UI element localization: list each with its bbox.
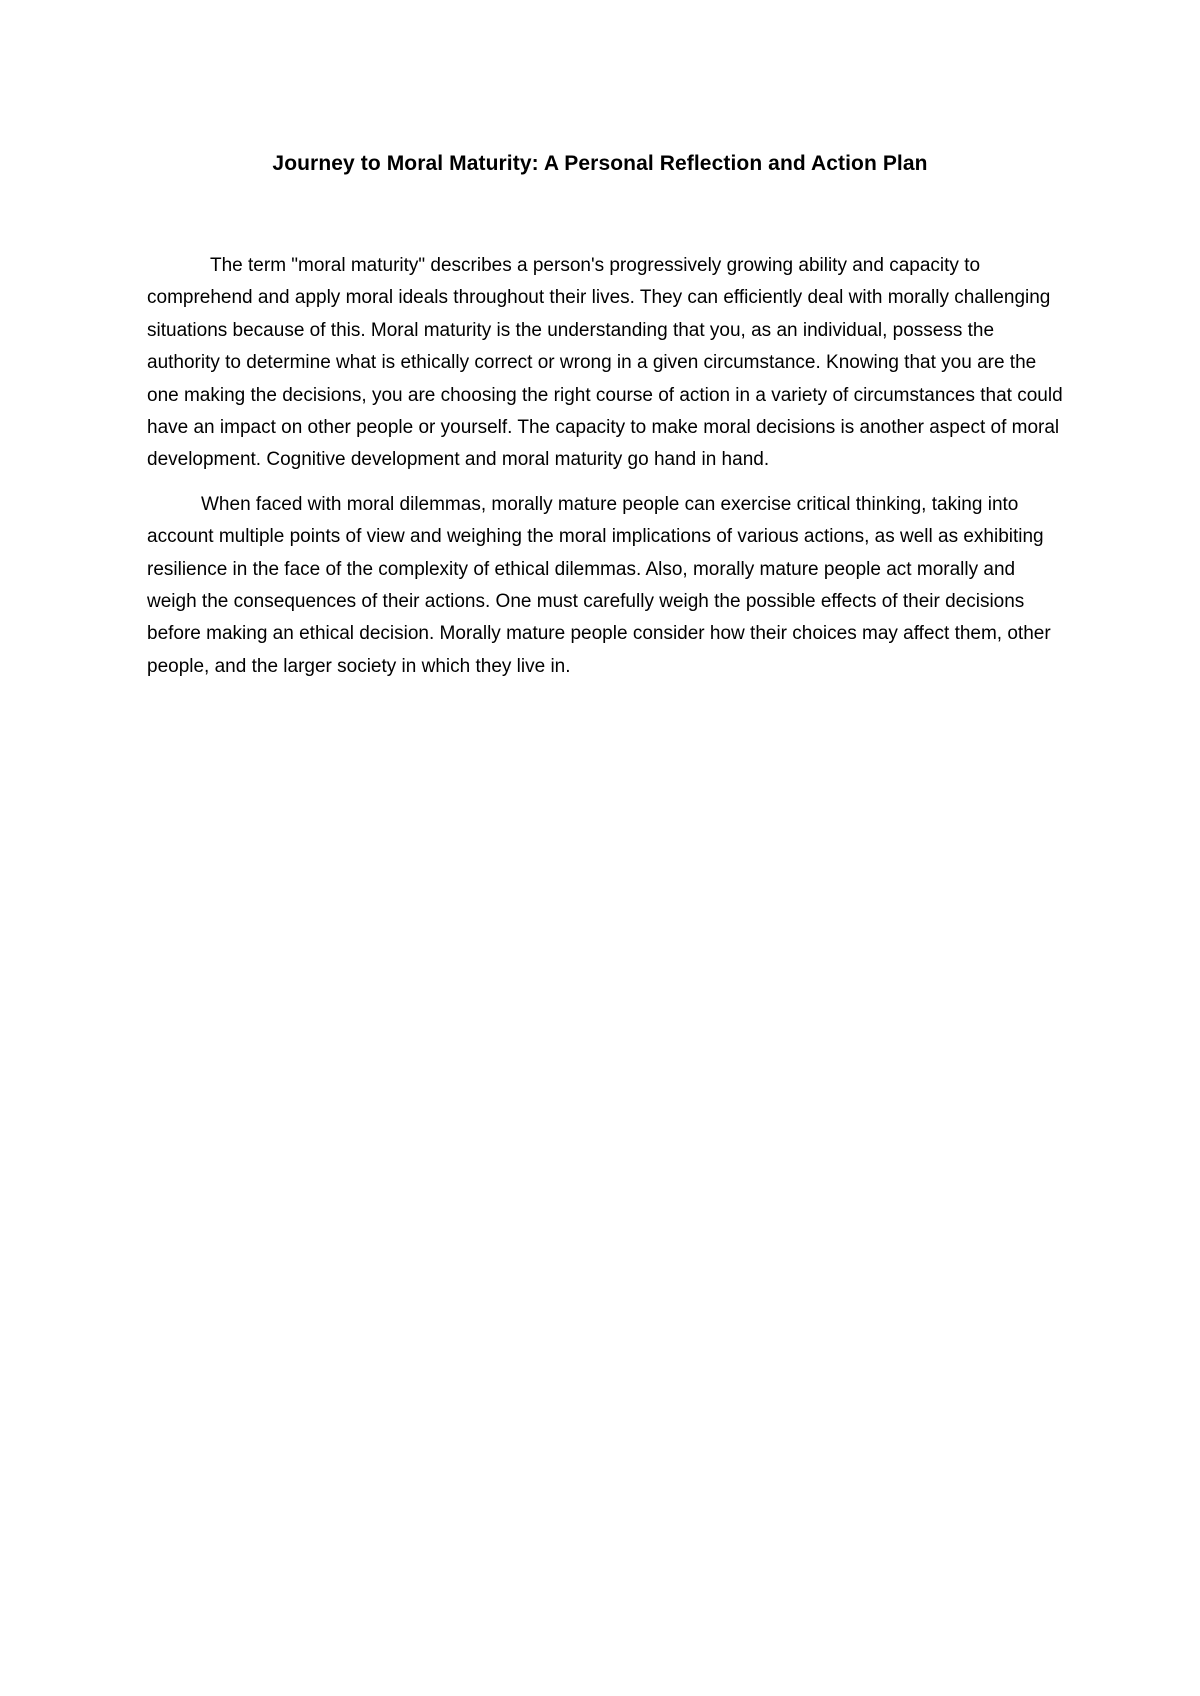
paragraph-2: When faced with moral dilemmas, morally mature people can exercise critical thinking, taking into account multiple points of view and weighing the moral implications of various actions, as well as exhibiting resilience in the face of the complexity of ethical dilemmas. Also, morally mature people act morally and weigh the consequences of their actions. One must carefully weigh the possible effects of their decisions before making an ethical decision. Morally mature people consider how their choices may affect them, other people, and the larger society in which they live in. bbox=[147, 493, 1051, 677]
paragraph-1: The term "moral maturity" describes a person's progressively growing ability and capacity to comprehend and apply moral ideals throughout their lives. They can efficiently deal with morally challenging situations because of this. Moral maturity is the understanding that you, as an individual, possess the authority to determine what is ethically correct or wrong in a given circumstance. Knowing that you are the one making the decisions, you are choosing the right course of action in a variety of circumstances that could have an impact on other people or yourself. The capacity to make moral decisions is another aspect of moral development. Cognitive development and moral maturity go hand in hand. bbox=[147, 255, 1063, 471]
document-title: Journey to Moral Maturity: A Personal Reflection and Action Plan bbox=[272, 152, 928, 175]
document-body bbox=[147, 250, 1063, 695]
